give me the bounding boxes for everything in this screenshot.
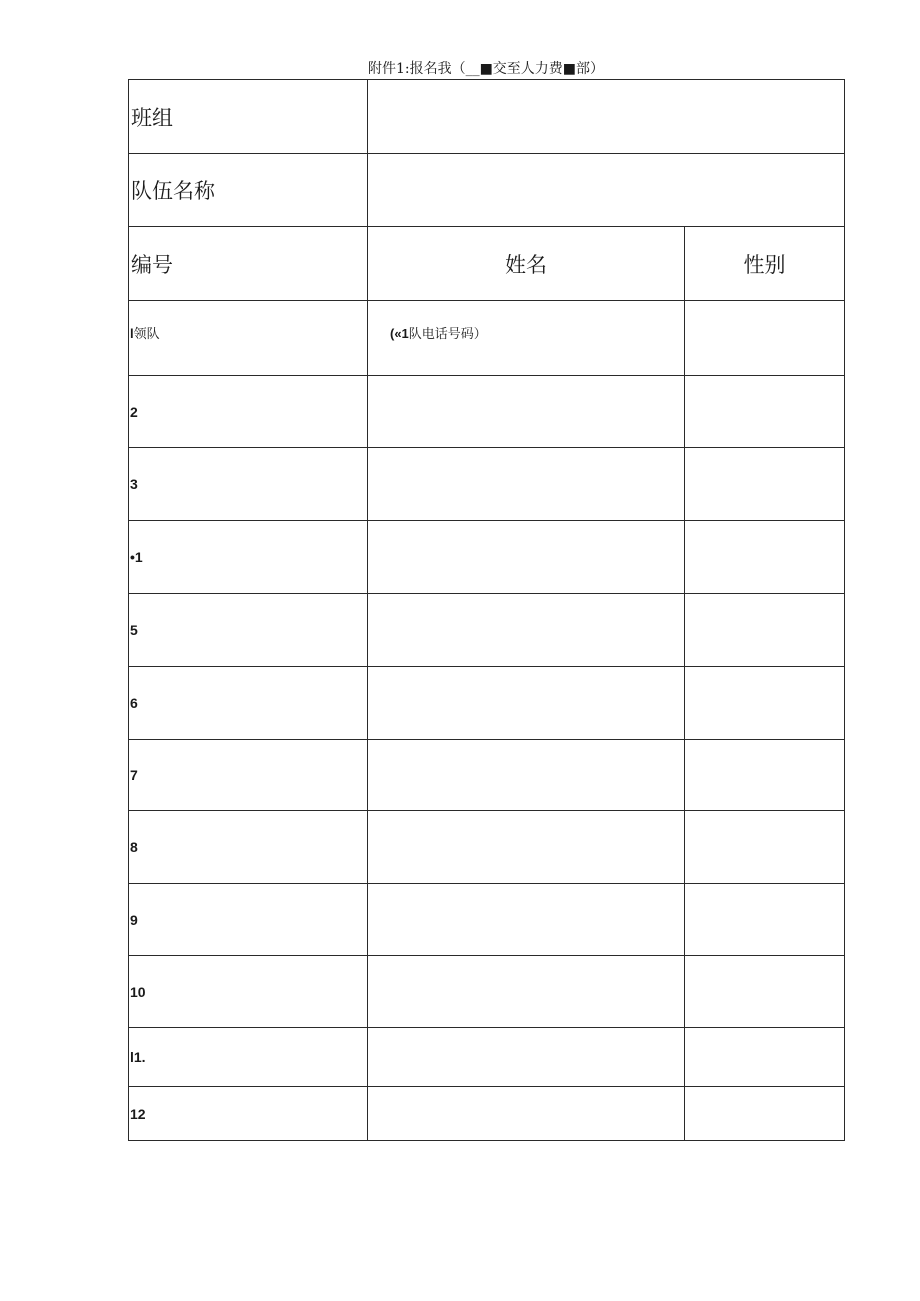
member-row bbox=[129, 521, 845, 594]
member-number: 10 bbox=[129, 956, 368, 1028]
member-number: 8 bbox=[129, 811, 368, 884]
leader-number-cell bbox=[129, 301, 368, 376]
member-row bbox=[129, 1087, 845, 1141]
member-number: 9 bbox=[129, 884, 368, 956]
member-gender-cell[interactable] bbox=[685, 594, 845, 667]
member-name-cell[interactable] bbox=[368, 884, 685, 956]
member-gender-cell[interactable] bbox=[685, 811, 845, 884]
member-number: 6 bbox=[129, 667, 368, 740]
gender-header: 性别 bbox=[685, 227, 845, 301]
leader-phone-cell[interactable] bbox=[368, 301, 685, 376]
team-name-label: 队伍名称 bbox=[129, 154, 368, 227]
name-header: 姓名 bbox=[368, 227, 685, 301]
member-gender-cell[interactable] bbox=[685, 1028, 845, 1087]
member-number: 7 bbox=[129, 740, 368, 811]
class-label: 班组 bbox=[129, 80, 368, 154]
class-value-cell[interactable] bbox=[368, 80, 845, 154]
member-gender-cell[interactable] bbox=[685, 956, 845, 1028]
member-gender-cell[interactable] bbox=[685, 376, 845, 448]
member-name-cell[interactable] bbox=[368, 448, 685, 521]
number-header: 编号 bbox=[129, 227, 368, 301]
member-number: 3 bbox=[129, 448, 368, 521]
member-number: 12 bbox=[129, 1087, 368, 1141]
registration-form-table bbox=[128, 79, 845, 1141]
member-number: •1 bbox=[129, 521, 368, 594]
member-name-cell[interactable] bbox=[368, 811, 685, 884]
member-gender-cell[interactable] bbox=[685, 448, 845, 521]
member-row bbox=[129, 811, 845, 884]
leader-phone-prefix: («1 bbox=[390, 326, 409, 341]
member-name-cell[interactable] bbox=[368, 1028, 685, 1087]
team-name-row bbox=[129, 154, 845, 227]
member-name-cell[interactable] bbox=[368, 1087, 685, 1141]
member-row bbox=[129, 1028, 845, 1087]
member-row bbox=[129, 667, 845, 740]
leader-row bbox=[129, 301, 845, 376]
member-name-cell[interactable] bbox=[368, 594, 685, 667]
member-number: 5 bbox=[129, 594, 368, 667]
member-name-cell[interactable] bbox=[368, 376, 685, 448]
member-row bbox=[129, 884, 845, 956]
member-number: l1. bbox=[129, 1028, 368, 1087]
member-gender-cell[interactable] bbox=[685, 740, 845, 811]
leader-number: l bbox=[130, 326, 134, 341]
team-name-value-cell[interactable] bbox=[368, 154, 845, 227]
leader-phone-label: 队电话号码） bbox=[408, 327, 487, 342]
member-number: 2 bbox=[129, 376, 368, 448]
document-title: 附件1:报名我（__■交至人力费■部） bbox=[367, 61, 605, 77]
member-gender-cell[interactable] bbox=[685, 1087, 845, 1141]
member-gender-cell[interactable] bbox=[685, 667, 845, 740]
leader-gender-cell[interactable] bbox=[685, 301, 845, 376]
class-row bbox=[129, 80, 845, 154]
member-name-cell[interactable] bbox=[368, 956, 685, 1028]
member-gender-cell[interactable] bbox=[685, 884, 845, 956]
leader-role: 领队 bbox=[133, 327, 160, 342]
member-row bbox=[129, 448, 845, 521]
member-name-cell[interactable] bbox=[368, 521, 685, 594]
member-name-cell[interactable] bbox=[368, 740, 685, 811]
header-row bbox=[129, 227, 845, 301]
member-gender-cell[interactable] bbox=[685, 521, 845, 594]
member-name-cell[interactable] bbox=[368, 667, 685, 740]
member-row bbox=[129, 956, 845, 1028]
member-row bbox=[129, 740, 845, 811]
member-row bbox=[129, 376, 845, 448]
member-row bbox=[129, 594, 845, 667]
